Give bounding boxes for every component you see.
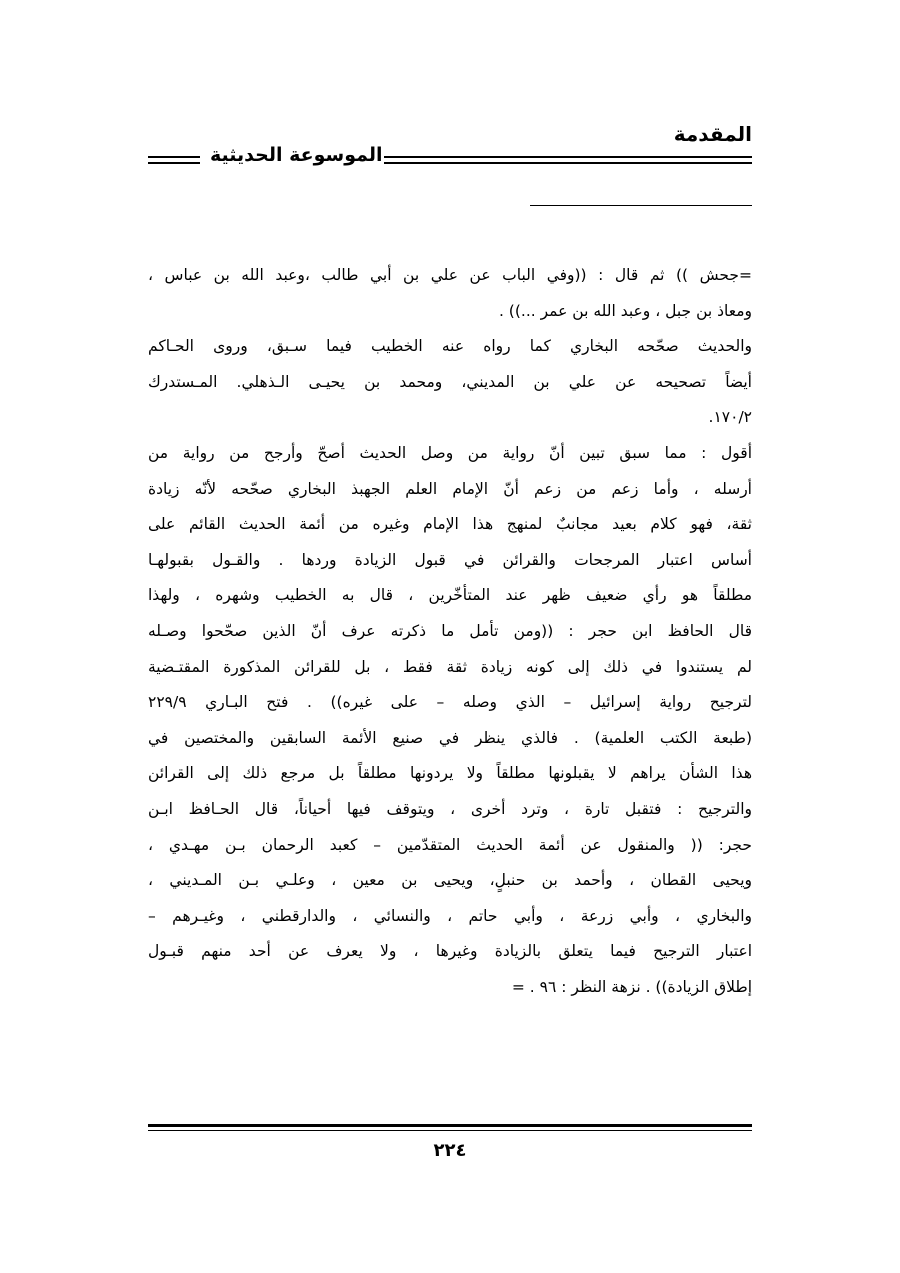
header-rule-left: [148, 156, 200, 164]
text-line: لم يستندوا في ذلك إلى كونه زيادة ثقة فقط ، بل للقرائن المذكورة المقتـضية: [148, 657, 752, 676]
text-line: إطلاق الزيادة)) . نزهة النظر : ٩٦ . =: [511, 977, 752, 996]
book-title: الموسوعة الحديثية: [210, 144, 383, 166]
footer-rule: [148, 1124, 752, 1131]
footnote-body: [148, 258, 752, 1005]
footnote-separator: [530, 205, 752, 206]
text-line: أقول : مما سبق تبين أنّ رواية من وصل الحديث أصحّ وأرجح من رواية من: [148, 443, 752, 462]
text-line: ومعاذ بن جبل ، وعبد الله بن عمر ...)) .: [498, 301, 752, 320]
text-line: والحديث صحّحه البخاري كما رواه عنه الخطيب فيما سـبق، وروى الحـاكم: [148, 337, 752, 356]
text-line: أرسله ، وأما زعم من زعم أنّ الإمام العلم الجهبذ البخاري صحّحه لأنّه زيادة: [148, 479, 752, 498]
page-number: ٢٢٤: [433, 1140, 467, 1161]
text-line: ثقة، فهو كلام بعيد مجانبٌ لمنهج هذا الإمام وغيره من أئمة الحديث القائم على: [148, 515, 752, 534]
text-line: مطلقاً هو رأي ضعيف ظهر عند المتأخّرين ، قال به الخطيب وشهره ، ولهذا: [148, 586, 752, 605]
text-line: (طبعة الكتب العلمية) . فالذي ينظر في صنيع الأئمة السابقين والمختصين في: [148, 728, 752, 747]
text-line: ١٧٠/٢.: [708, 408, 752, 427]
text-line: والترجيح : فتقبل تارة ، وترد أخرى ، ويتوقف فيها أحياناً، قال الحـافظ ابـن: [148, 799, 752, 818]
text-line: =جحش )) ثم قال : ((وفي الباب عن علي بن أبي طالب ،وعبد الله بن عباس ،: [148, 266, 752, 284]
text-line: أساس اعتبار المرجحات والقرائن في قبول الزيادة وردها . والقـول بقبولهـا: [148, 550, 752, 569]
chapter-title: المقدمة: [673, 122, 752, 146]
text-line: لترجيح رواية إسرائيل – الذي وصله – على غيره)) . فتح البـاري ٢٢٩/٩: [148, 693, 752, 712]
text-line: هذا الشأن يراهم لا يقبلونها مطلقاً ولا يردونها مطلقاً بل مرجع ذلك إلى القرائن: [148, 764, 752, 783]
header-rule-right: [384, 156, 752, 164]
page-header: [148, 118, 752, 174]
text-line: والبخاري ، وأبي زرعة ، وأبي حاتم ، والنسائي ، والدارقطني ، وغيـرهم –: [148, 906, 752, 925]
text-line: ويحيى القطان ، وأحمد بن حنبلٍ، ويحيى بن معين ، وعلـي بـن المـديني ،: [148, 871, 752, 890]
text-line: حجر: (( والمنقول عن أئمة الحديث المتقدّمين – كعبد الرحمان بـن مهـدي ،: [148, 835, 752, 854]
text-line: قال الحافظ ابن حجر : ((ومن تأمل ما ذكرته عرف أنّ الذين صحّحوا وصـله: [148, 621, 752, 640]
text-line: أيضاً تصحيحه عن علي بن المديني، ومحمد بن يحيـى الـذهلي. المـستدرك: [148, 372, 752, 391]
text-line: اعتبار الترجيح فيما يتعلق بالزيادة وغيرها ، ولا يعرف عن أحد منهم قبـول: [148, 942, 752, 961]
